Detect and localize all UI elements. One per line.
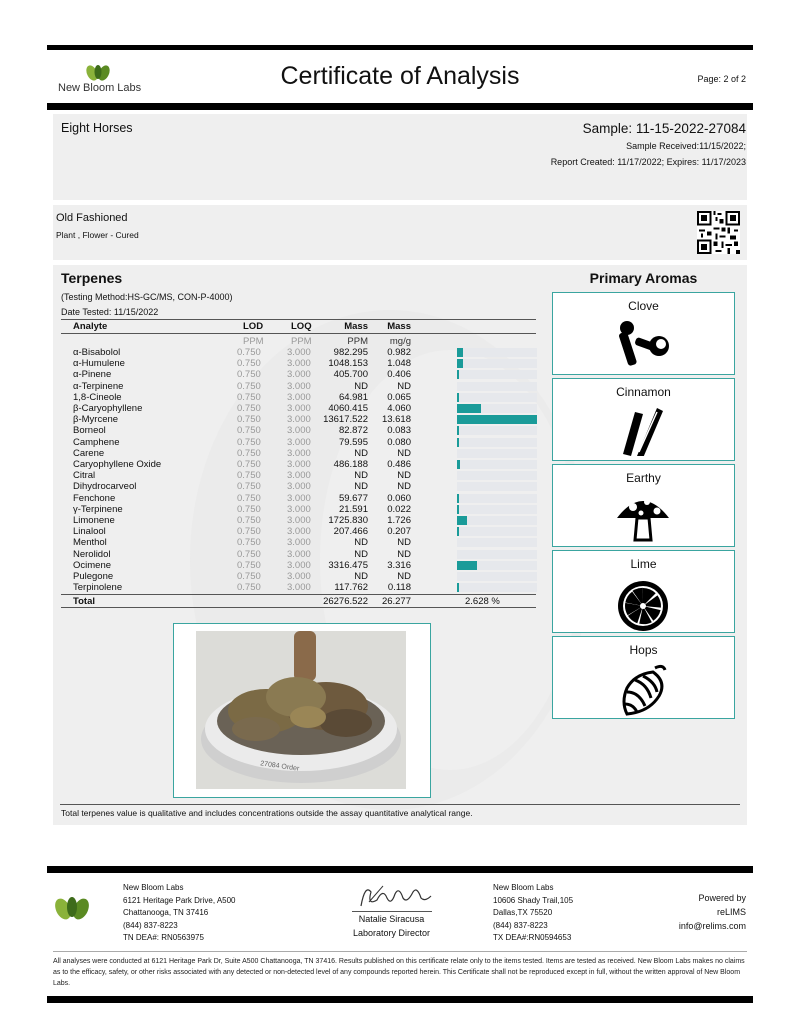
concentration-bar [457, 404, 537, 413]
lod-value: 0.750 [237, 559, 261, 571]
qr-code[interactable] [697, 211, 740, 254]
mass-ppm: ND [354, 380, 368, 392]
mass-mg: 0.207 [387, 526, 411, 538]
unit-mass-mg: mg/g [389, 336, 411, 347]
concentration-bar-fill [457, 438, 459, 447]
mass-mg: 0.118 [387, 582, 411, 594]
concentration-bar [457, 415, 537, 424]
aroma-label: Lime [630, 557, 657, 571]
table-top-rule [61, 319, 536, 320]
analyte-name: Ocimene [73, 559, 112, 571]
loq-value: 3.000 [287, 548, 311, 560]
header-top-rule [47, 45, 753, 50]
lod-value: 0.750 [237, 403, 261, 414]
table-row [73, 481, 543, 492]
concentration-bar-fill [457, 460, 460, 469]
mass-ppm: ND [354, 571, 368, 582]
concentration-bar-fill [457, 370, 459, 379]
footnote: Total terpenes value is qualitative and includes concentrations outside the assay quantitative analytical range. [61, 808, 473, 818]
concentration-bar-fill [457, 561, 477, 570]
concentration-bar [457, 527, 537, 536]
concentration-bar-fill [457, 527, 459, 536]
aroma-earthy [552, 464, 735, 547]
lod-value: 0.750 [237, 447, 261, 459]
mass-mg: 0.060 [387, 492, 411, 504]
powered-by: Powered by reLIMS info@relims.com [678, 893, 746, 931]
footer-bottom-rule [47, 996, 753, 1003]
contact-email[interactable]: info@relims.com [678, 921, 746, 931]
mass-mg: 4.060 [387, 403, 411, 414]
analyte-name: Pulegone [73, 571, 114, 582]
concentration-bar [457, 572, 537, 581]
table-row [73, 358, 543, 369]
leaf-logo-icon [54, 892, 90, 922]
table-row [73, 369, 543, 380]
sample-photo-frame [173, 623, 431, 798]
terpenes-title: Terpenes [61, 270, 123, 286]
sample-received: Sample Received:11/15/2022; [626, 141, 746, 151]
col-mass-mg: Mass [387, 321, 411, 332]
lod-value: 0.750 [237, 347, 261, 358]
lod-value: 0.750 [237, 369, 261, 381]
mass-ppm: 1725.830 [328, 515, 368, 526]
table-row [73, 493, 543, 504]
concentration-bar [457, 359, 537, 368]
table-row [73, 347, 543, 358]
cannabis-sample-icon [196, 631, 406, 789]
loq-value: 3.000 [287, 358, 311, 370]
concentration-bar-fill [457, 494, 459, 503]
photo-label: 27084 Order [259, 760, 300, 773]
unit-lod: PPM [243, 336, 264, 347]
sample-photo [196, 631, 406, 789]
concentration-bar-fill [457, 583, 459, 592]
aroma-hops [552, 636, 735, 719]
table-row [73, 526, 543, 537]
loq-value: 3.000 [287, 347, 311, 358]
concentration-bar [457, 494, 537, 503]
mass-ppm: 117.762 [334, 582, 368, 594]
mass-ppm: 207.466 [333, 526, 368, 538]
col-lod: LOD [243, 321, 264, 332]
concentration-bar [457, 471, 537, 480]
table-row [73, 470, 543, 481]
lod-value: 0.750 [237, 503, 261, 515]
concentration-bar-fill [457, 359, 463, 368]
table-row [73, 448, 543, 459]
lod-value: 0.750 [237, 582, 261, 594]
concentration-bar [457, 538, 537, 547]
product-name: Old Fashioned [56, 212, 128, 224]
analyte-name: α-Terpinene [73, 380, 124, 392]
qr-code-icon [697, 211, 740, 254]
mass-mg: 0.982 [387, 347, 411, 358]
mass-mg: 0.083 [387, 425, 411, 437]
mass-ppm: 3316.475 [328, 559, 368, 571]
mass-mg: 1.048 [387, 358, 411, 370]
loq-value: 3.000 [287, 470, 311, 482]
loq-value: 3.000 [287, 559, 311, 571]
table-row [73, 504, 543, 515]
lod-value: 0.750 [237, 380, 261, 392]
table-row [73, 571, 543, 582]
table-row [73, 549, 543, 560]
mass-ppm: 64.981 [338, 391, 368, 403]
analyte-name: Limonene [73, 515, 115, 526]
concentration-bar-fill [457, 426, 459, 435]
mass-mg: ND [397, 548, 411, 560]
mass-ppm: 1048.153 [328, 358, 368, 370]
analyte-name: β-Caryophyllene [73, 403, 143, 414]
concentration-bar [457, 449, 537, 458]
loq-value: 3.000 [287, 380, 311, 392]
signer-title: Laboratory Director [352, 928, 431, 938]
col-mass-ppm: Mass [344, 321, 368, 332]
lod-value: 0.750 [237, 470, 261, 482]
loq-value: 3.000 [287, 369, 311, 381]
loq-value: 3.000 [287, 582, 311, 594]
mass-mg: 0.065 [387, 391, 411, 403]
mass-mg: ND [397, 537, 411, 549]
concentration-bar-fill [457, 348, 463, 357]
sample-id: Sample: 11-15-2022-27084 [582, 121, 746, 136]
loq-value: 3.000 [287, 515, 311, 526]
aroma-label: Clove [628, 299, 659, 313]
total-ppm: 26276.522 [323, 596, 368, 607]
mass-ppm: ND [354, 481, 368, 493]
table-row [73, 381, 543, 392]
page-number: Page: 2 of 2 [697, 74, 746, 84]
table-header-rule [61, 333, 536, 334]
analyte-name: Menthol [73, 537, 107, 549]
table-header [73, 321, 543, 332]
lod-value: 0.750 [237, 492, 261, 504]
loq-value: 3.000 [287, 425, 311, 437]
lod-value: 0.750 [237, 526, 261, 538]
analyte-name: Camphene [73, 436, 120, 448]
lod-value: 0.750 [237, 414, 261, 426]
analyte-name: β-Myrcene [73, 414, 119, 426]
mass-mg: 0.080 [387, 436, 411, 448]
analyte-name: Fenchone [73, 492, 116, 504]
loq-value: 3.000 [287, 459, 311, 470]
signature-icon [355, 880, 435, 914]
lab-address: New Bloom Labs 6121 Heritage Park Drive, A500 Chattanooga, TN 37416 (844) 837-8223 TN DEA#: RN0563975 [123, 883, 236, 942]
mass-ppm: 4060.415 [328, 403, 368, 414]
footer-logo [54, 892, 90, 927]
concentration-bar-fill [457, 404, 481, 413]
analyte-name: Dihydrocarveol [73, 481, 137, 493]
concentration-bar [457, 460, 537, 469]
unit-loq: PPM [291, 336, 312, 347]
mass-mg: ND [397, 571, 411, 582]
aroma-label: Hops [629, 643, 658, 657]
mass-ppm: 79.595 [338, 436, 368, 448]
analyte-name: Nerolidol [73, 548, 111, 560]
loq-value: 3.000 [287, 537, 311, 549]
analyte-name: α-Humulene [73, 358, 125, 370]
table-row [73, 414, 543, 425]
product-type: Plant , Flower - Cured [56, 230, 139, 240]
mass-mg: 3.316 [387, 559, 411, 571]
total-percent: 2.628 % [465, 596, 500, 607]
lod-value: 0.750 [237, 571, 261, 582]
report-dates: Report Created: 11/17/2022; Expires: 11/17/2023 [550, 157, 746, 167]
concentration-bar [457, 370, 537, 379]
concentration-bar [457, 438, 537, 447]
mass-ppm: 21.591 [338, 503, 368, 515]
lod-value: 0.750 [237, 436, 261, 448]
aromas-title: Primary Aromas [589, 270, 698, 286]
table-row [73, 425, 543, 436]
lod-value: 0.750 [237, 459, 261, 470]
concentration-bar [457, 516, 537, 525]
lod-value: 0.750 [237, 358, 261, 370]
table-row [73, 582, 543, 593]
concentration-bar [457, 393, 537, 402]
clove-icon [613, 318, 673, 370]
total-row [73, 596, 543, 607]
mass-mg: 0.406 [387, 369, 411, 381]
mass-ppm: 13617.522 [323, 414, 368, 426]
table-row [73, 392, 543, 403]
concentration-bar [457, 482, 537, 491]
table-bottom-rule [61, 607, 536, 608]
mass-ppm: ND [354, 447, 368, 459]
loq-value: 3.000 [287, 492, 311, 504]
signer-name: Natalie Siracusa [358, 914, 425, 924]
mass-mg: ND [397, 380, 411, 392]
signature-line [352, 911, 432, 912]
aroma-lime [552, 550, 735, 633]
analyte-name: Caryophyllene Oxide [73, 459, 162, 470]
mass-ppm: 59.677 [338, 492, 368, 504]
lod-value: 0.750 [237, 481, 261, 493]
total-label: Total [73, 596, 95, 607]
analyte-name: Carene [73, 447, 105, 459]
mass-ppm: 405.700 [333, 369, 368, 381]
mass-mg: 13.618 [381, 414, 411, 426]
loq-value: 3.000 [287, 391, 311, 403]
table-row [73, 560, 543, 571]
concentration-bar-fill [457, 393, 459, 402]
concentration-bar [457, 561, 537, 570]
header-bottom-rule [47, 103, 753, 110]
client-name: Eight Horses [61, 121, 133, 135]
product-panel [53, 205, 747, 260]
aroma-label: Cinnamon [616, 385, 671, 399]
table-row [73, 437, 543, 448]
concentration-bar [457, 505, 537, 514]
mass-ppm: 982.295 [333, 347, 368, 358]
mass-ppm: ND [354, 537, 368, 549]
table-units [73, 336, 543, 347]
mass-mg: ND [397, 481, 411, 493]
concentration-bar-fill [457, 505, 459, 514]
date-tested: Date Tested: 11/15/2022 [61, 307, 159, 317]
testing-method: (Testing Method:HS-GC/MS, CON-P-4000) [61, 292, 233, 302]
mushroom-icon [613, 490, 673, 542]
concentration-bar [457, 583, 537, 592]
col-loq: LOQ [291, 321, 312, 332]
mass-mg: 1.726 [387, 515, 411, 526]
total-mg: 26.277 [381, 596, 411, 607]
analyte-name: γ-Terpinene [73, 503, 123, 515]
analyte-name: Borneol [73, 425, 106, 437]
analyte-name: Linalool [73, 526, 106, 538]
lab2-address: New Bloom Labs 10606 Shady Trail,105 Dallas,TX 75520 (844) 837-8223 TX DEA#:RN0594653 [493, 883, 574, 942]
lime-icon [613, 576, 673, 632]
lod-value: 0.750 [237, 425, 261, 437]
lod-value: 0.750 [237, 537, 261, 549]
page-title: Certificate of Analysis [280, 62, 520, 90]
hops-icon [613, 662, 673, 718]
analyte-name: α-Pinene [73, 369, 112, 381]
loq-value: 3.000 [287, 414, 311, 426]
concentration-bar [457, 550, 537, 559]
lod-value: 0.750 [237, 391, 261, 403]
mass-ppm: 486.188 [333, 459, 368, 470]
analyte-name: α-Bisabolol [73, 347, 121, 358]
analyte-name: Citral [73, 470, 96, 482]
footnote-rule [60, 804, 740, 805]
mass-ppm: ND [354, 470, 368, 482]
concentration-bar-fill [457, 516, 467, 525]
unit-mass-ppm: PPM [347, 336, 368, 347]
loq-value: 3.000 [287, 436, 311, 448]
col-analyte: Analyte [73, 321, 108, 332]
aroma-label: Earthy [626, 471, 661, 485]
total-rule [61, 594, 536, 595]
loq-value: 3.000 [287, 526, 311, 538]
loq-value: 3.000 [287, 571, 311, 582]
loq-value: 3.000 [287, 447, 311, 459]
analyte-name: Terpinolene [73, 582, 123, 594]
concentration-bar [457, 382, 537, 391]
loq-value: 3.000 [287, 403, 311, 414]
concentration-bar [457, 426, 537, 435]
table-row [73, 515, 543, 526]
footer-divider [53, 951, 747, 952]
logo-text: New Bloom Labs [58, 82, 142, 94]
lod-value: 0.750 [237, 548, 261, 560]
concentration-bar-fill [457, 415, 537, 424]
mass-mg: ND [397, 447, 411, 459]
concentration-bar [457, 348, 537, 357]
aroma-clove [552, 292, 735, 375]
analyte-name: 1,8-Cineole [73, 391, 122, 403]
mass-mg: 0.022 [387, 503, 411, 515]
cinnamon-icon [613, 404, 673, 456]
aroma-cinnamon [552, 378, 735, 461]
lod-value: 0.750 [237, 515, 261, 526]
mass-ppm: ND [354, 548, 368, 560]
mass-mg: 0.486 [387, 459, 411, 470]
mass-ppm: 82.872 [338, 425, 368, 437]
loq-value: 3.000 [287, 503, 311, 515]
mass-mg: ND [397, 470, 411, 482]
table-row [73, 459, 543, 470]
loq-value: 3.000 [287, 481, 311, 493]
table-row [73, 537, 543, 548]
table-row [73, 403, 543, 414]
disclaimer: All analyses were conducted at 6121 Heritage Park Dr, Suite A500 Chattanooga, TN 37416. Results published on this certificate relate only to the items tested. Items are tested as received. New Bloom Labs makes no claims as to the efficacy, safety, or other risks associated with any detected or non-detected level of any compounds reported herein. This Certificate shall not be reproduced except in full, without the written approval of New Bloom Labs. [53, 958, 745, 987]
footer-top-rule [47, 866, 753, 873]
